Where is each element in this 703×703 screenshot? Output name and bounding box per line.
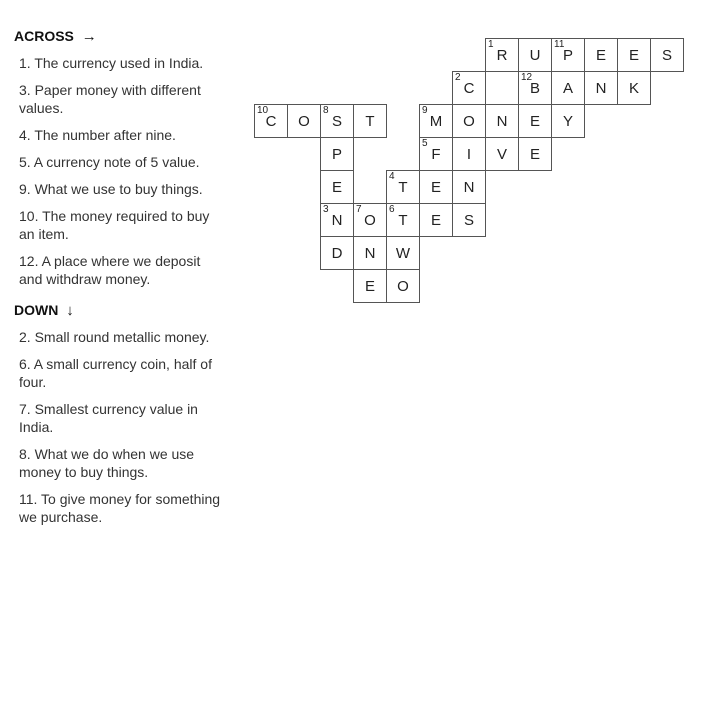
grid-cell[interactable] (452, 203, 486, 237)
cell-letter: S (331, 112, 342, 130)
cell-letter: N (331, 211, 343, 229)
grid-cell[interactable] (551, 104, 585, 138)
grid-cell[interactable] (650, 38, 684, 72)
grid-cell[interactable] (353, 236, 387, 270)
grid-cell[interactable] (254, 104, 288, 138)
grid-cell[interactable] (584, 38, 618, 72)
across-clue-12: 12. A place where we deposit and withdraw money. (19, 253, 201, 287)
grid-cell[interactable] (419, 137, 453, 171)
grid-cell[interactable] (518, 137, 552, 171)
cell-letter: S (661, 46, 672, 64)
cell-letter: E (331, 178, 342, 196)
grid-cell[interactable] (485, 137, 519, 171)
cell-letter: N (496, 112, 508, 130)
grid-cell[interactable] (518, 38, 552, 72)
grid-cell[interactable] (485, 38, 519, 72)
cell-letter: M (429, 112, 443, 130)
grid-cell[interactable] (617, 71, 651, 105)
cell-letter: U (529, 46, 541, 64)
cell-letter: T (365, 112, 375, 130)
grid-cell[interactable] (452, 71, 486, 105)
grid-cell[interactable] (419, 170, 453, 204)
cell-letter: E (364, 277, 375, 295)
cell-letter: O (463, 112, 475, 130)
clue-number: 11 (554, 39, 565, 50)
grid-cell[interactable] (386, 170, 420, 204)
cell-letter: R (496, 46, 508, 64)
down-arrow-icon: ↓ (66, 302, 74, 319)
clue-number: 3 (323, 204, 329, 215)
grid-cell[interactable] (320, 203, 354, 237)
grid-cell[interactable] (518, 71, 552, 105)
cell-letter: O (364, 211, 376, 229)
cell-letter: C (265, 112, 277, 130)
cell-letter: K (628, 79, 639, 97)
cell-letter: T (398, 211, 408, 229)
grid-cell[interactable] (386, 236, 420, 270)
cell-letter: B (529, 79, 540, 97)
cell-letter: C (463, 79, 475, 97)
cell-letter: A (562, 79, 573, 97)
across-clue-1: 1. The currency used in India. (19, 55, 204, 71)
grid-cell[interactable] (320, 137, 354, 171)
across-clue-4: 4. The number after nine. (19, 127, 176, 143)
grid-cell[interactable] (386, 269, 420, 303)
cell-letter: E (430, 178, 441, 196)
down-clue-7: 7. Smallest currency value in India. (19, 401, 198, 435)
grid-cell[interactable] (386, 203, 420, 237)
down-clue-8: 8. What we do when we use money to buy things. (19, 446, 195, 480)
cell-letter: N (364, 244, 376, 262)
cell-letter: F (431, 145, 441, 163)
grid-cell[interactable] (551, 38, 585, 72)
grid-cell[interactable] (518, 104, 552, 138)
clue-number: 5 (422, 138, 428, 149)
grid-cell[interactable] (485, 104, 519, 138)
clue-number: 9 (422, 105, 428, 116)
grid-cell[interactable] (353, 104, 387, 138)
across-heading-label: ACROSS (14, 28, 74, 44)
grid-cell[interactable] (452, 137, 486, 171)
cell-letter: O (397, 277, 409, 295)
cell-letter: E (529, 112, 540, 130)
grid-cell[interactable] (419, 104, 453, 138)
clue-number: 2 (455, 72, 461, 83)
cell-letter: V (496, 145, 507, 163)
cell-letter: P (331, 145, 342, 163)
down-clue-6: 6. A small currency coin, half of four. (19, 356, 212, 390)
down-clue-2: 2. Small round metallic money. (19, 329, 210, 345)
grid-cell[interactable] (287, 104, 321, 138)
cell-letter: N (463, 178, 475, 196)
cell-letter: T (398, 178, 408, 196)
cell-letter: Y (562, 112, 573, 130)
cell-letter: W (395, 244, 411, 262)
grid-cell[interactable] (617, 38, 651, 72)
clue-number: 1 (488, 39, 494, 50)
cell-letter: O (298, 112, 310, 130)
clue-number: 8 (323, 105, 329, 116)
clue-number: 12 (521, 72, 533, 83)
across-clue-5: 5. A currency note of 5 value. (19, 154, 200, 170)
across-clue-9: 9. What we use to buy things. (19, 181, 203, 197)
grid-cell[interactable] (320, 170, 354, 204)
cell-letter: E (628, 46, 639, 64)
grid-cell[interactable] (452, 104, 486, 138)
cell-letter: E (529, 145, 540, 163)
cell-letter: D (331, 244, 343, 262)
grid-cell[interactable] (353, 269, 387, 303)
right-arrow-icon: → (81, 28, 97, 45)
cell-letter: I (466, 145, 472, 163)
grid-cell[interactable] (584, 71, 618, 105)
grid-cell[interactable] (320, 236, 354, 270)
grid-cell[interactable] (452, 170, 486, 204)
clue-number: 6 (389, 204, 395, 215)
across-clue-3: 3. Paper money with different values. (19, 82, 201, 116)
cell-letter: E (430, 211, 441, 229)
cell-letter: P (562, 46, 573, 64)
grid-cell[interactable] (353, 203, 387, 237)
cell-letter: E (595, 46, 606, 64)
across-clue-10: 10. The money required to buy an item. (19, 208, 210, 242)
cell-letter: N (595, 79, 607, 97)
down-clue-11: 11. To give money for something we purchase. (19, 491, 221, 525)
grid-cell[interactable] (320, 104, 354, 138)
clue-number: 4 (389, 171, 395, 182)
clue-number: 10 (257, 105, 269, 116)
clue-number: 7 (356, 204, 362, 215)
grid-cell[interactable] (551, 71, 585, 105)
down-heading-label: DOWN (14, 302, 59, 318)
cell-letter: S (463, 211, 474, 229)
grid-cell[interactable] (419, 203, 453, 237)
